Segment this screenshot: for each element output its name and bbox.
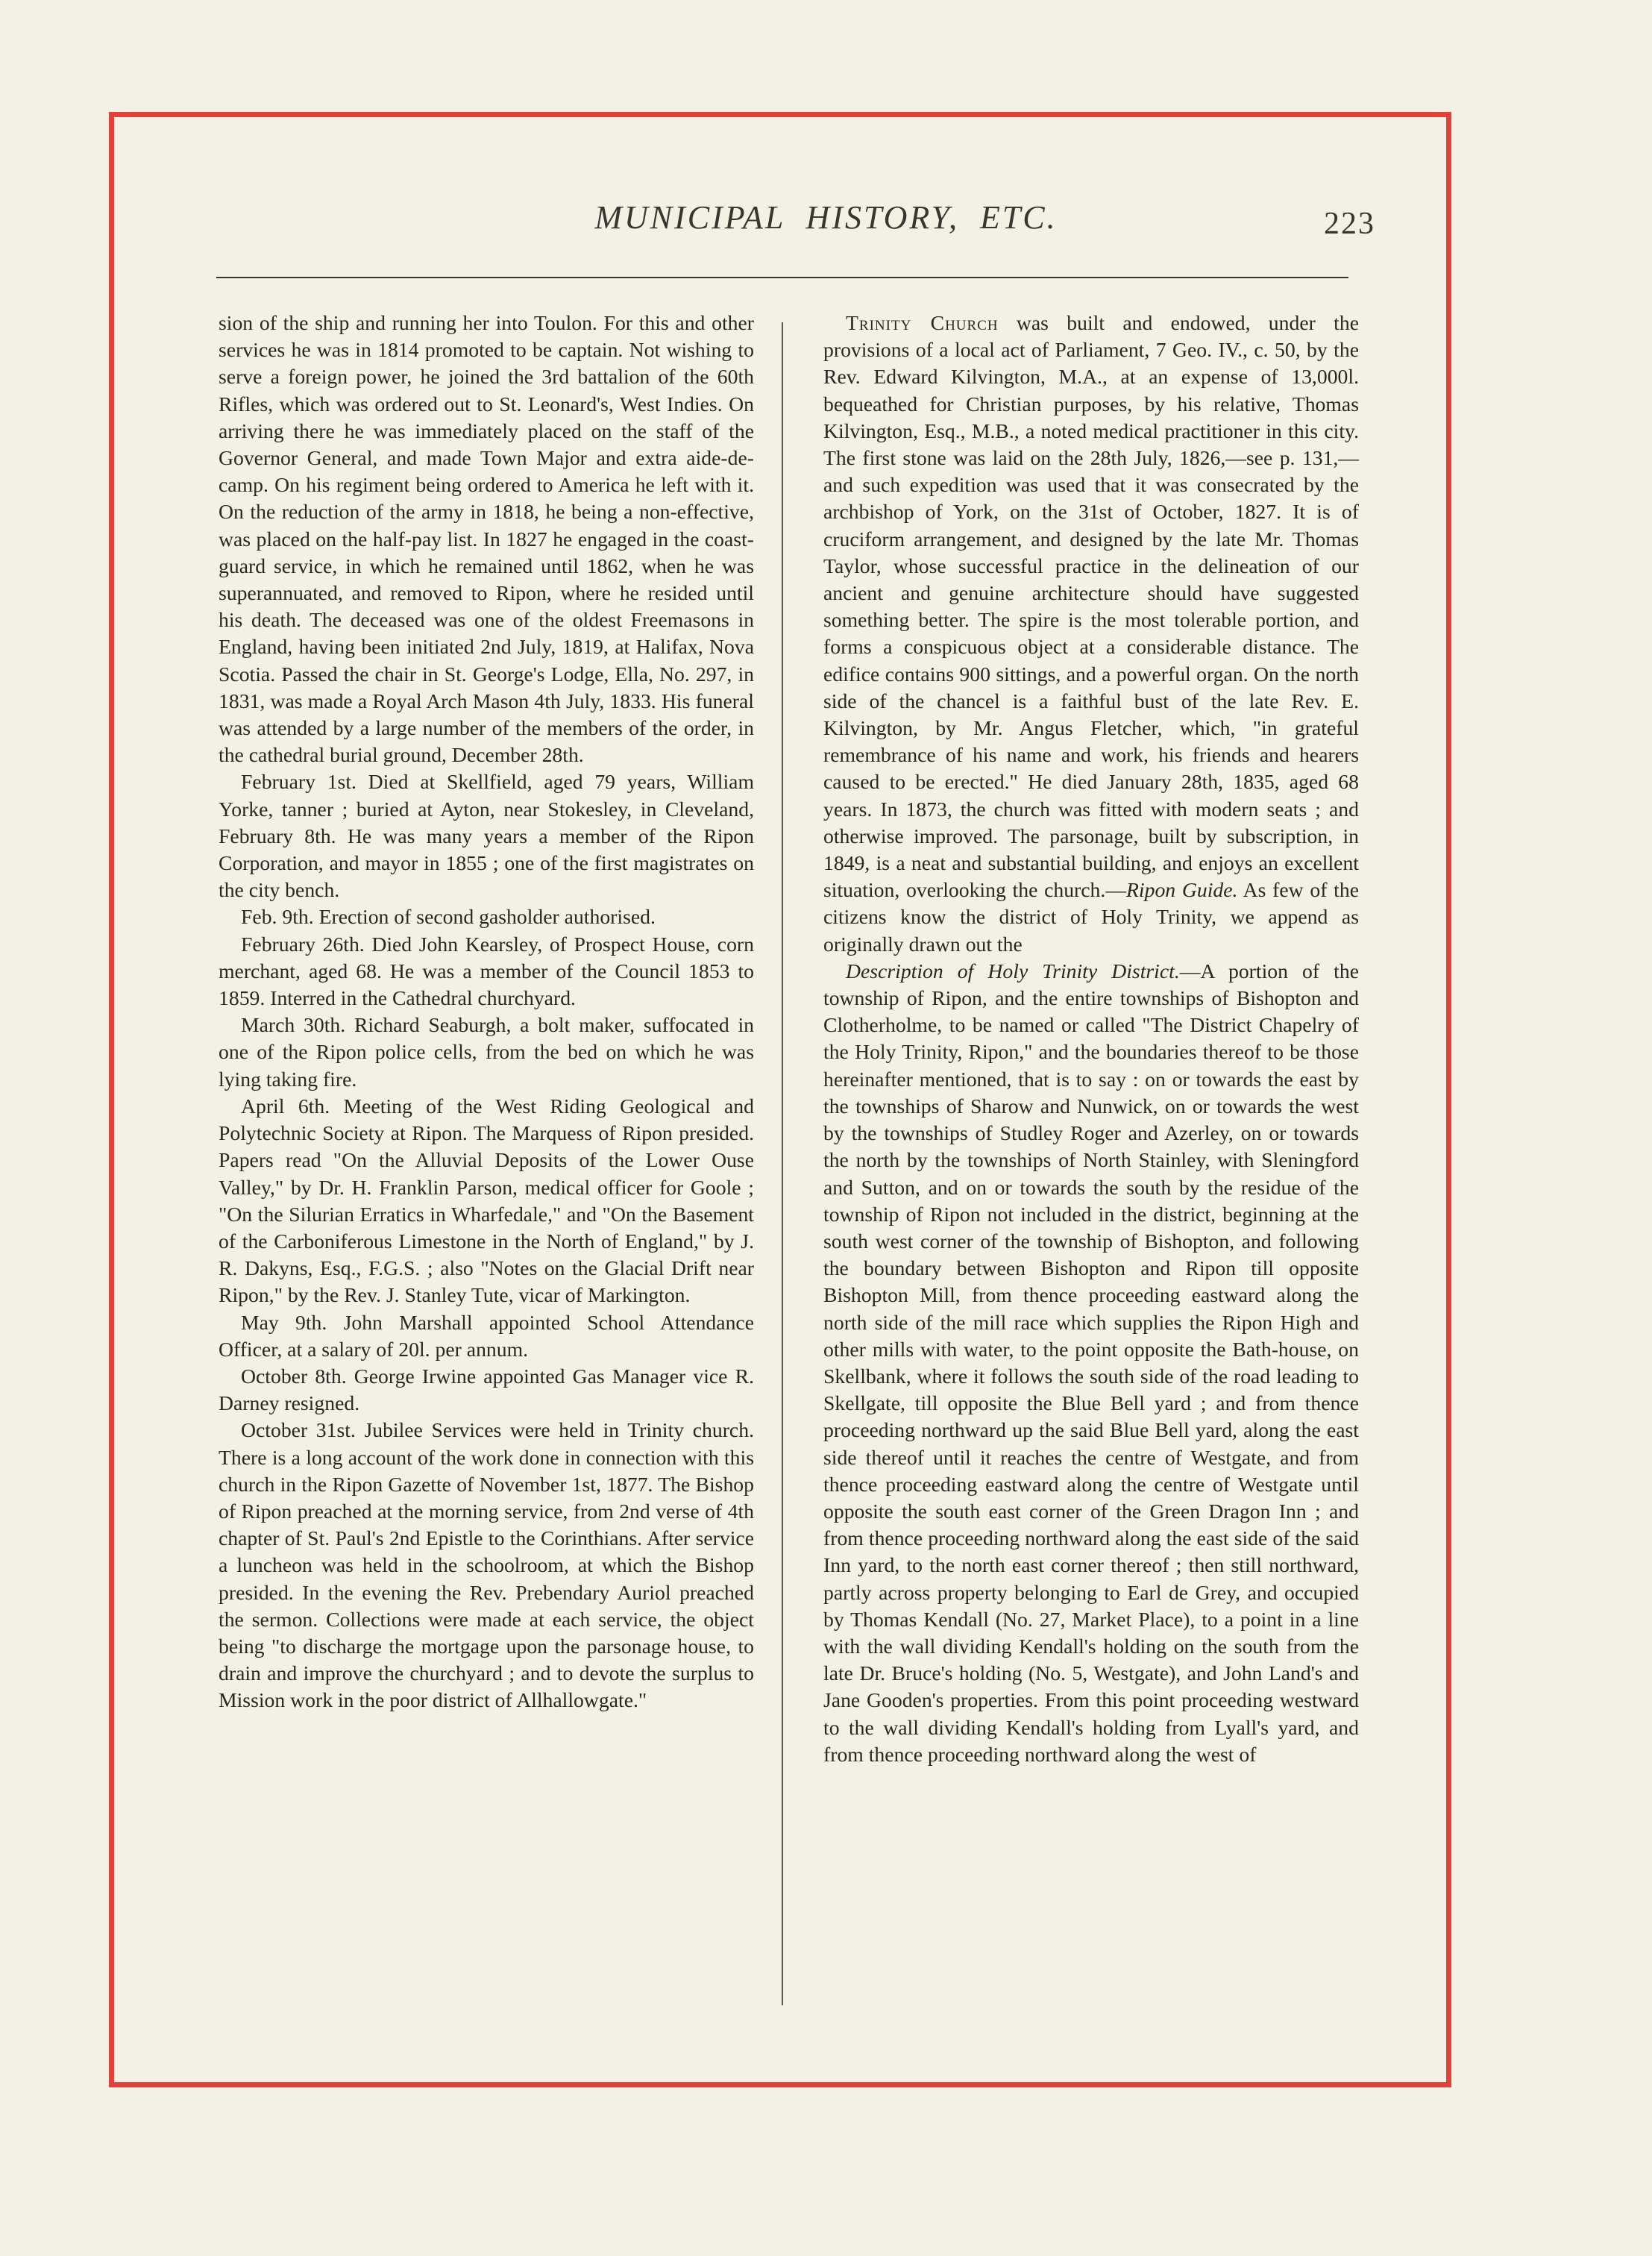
district-description-heading: Description of Holy Trinity District. <box>846 959 1180 983</box>
header-rule <box>216 277 1348 278</box>
right-column <box>823 310 1359 1768</box>
paragraph-feb-1: February 1st. Died at Skellfield, aged 79 years, William Yorke, tanner ; buried at Ayton, near Stokesley, in Cleveland, February 8th. He was many years a member of the Ripon Corporation, and mayor in 1855 ; one of the first magistrates on the city bench. <box>219 770 754 902</box>
trinity-church-body: was built and endowed, under the provisions of a local act of Parliament, 7 Geo. IV., c. 50, by the Rev. Edward Kilvington, M.A., at an expense of 13,000l. bequeathed for Christian purposes, by his relative, Thomas Kilvington, Esq., M.B., a noted medical practitioner in this city. The first stone was laid on the 28th July, 1826,—see p. 131,—and such expedition was used that it was consecrated by the archbishop of York, on the 31st of October, 1827. It is of cruciform arrangement, and designed by the late Mr. Thomas Taylor, whose successful practice in the delineation of our ancient and genuine architecture should have suggested something better. The spire is the most tolerable portion, and forms a conspicuous object at a considerable distance. The edifice contains 900 sittings, and a powerful organ. On the north side of the chancel is a faithful bust of the late Rev. E. Kilvington, by Mr. Angus Fletcher, which, "in grateful remembrance of his name and work, his friends and hearers caused to be erected." He died January 28th, 1835, aged 68 years. In 1873, the church was fitted with modern seats ; and otherwise improved. The parsonage, built by subscription, in 1849, is a neat and substantial building, and enjoys an excellent situation, overlooking the church.— <box>823 311 1359 902</box>
left-column <box>219 310 754 1714</box>
paragraph-trinity-church <box>823 310 1359 958</box>
paragraph-continued: sion of the ship and running her into Toulon. For this and other services he was in 1814 promoted to be captain. Not wishing to serve a foreign power, he joined the 3rd battalion of the 60th Rifles, which was ordered out to St. Leonard's, West Indies. On arriving there he was immediately placed on the staff of the Governor General, and made Town Major and extra aide-de-camp. On his regiment being ordered to America he left with it. On the reduction of the army in 1818, he being a non-effective, was placed on the half-pay list. In 1827 he engaged in the coast-guard service, in which he remained until 1862, when he was superannuated, and removed to Ripon, where he resided until his death. The deceased was one of the oldest Freemasons in England, having been initiated 2nd July, 1819, at Halifax, Nova Scotia. Passed the chair in St. George's Lodge, Ella, No. 297, in 1831, was made a Royal Arch Mason 4th July, 1833. His funeral was attended by a large number of the members of the order, in the cathedral burial ground, December 28th. <box>219 311 754 767</box>
paragraph-may-9: May 9th. John Marshall appointed School Attendance Officer, at a salary of 20l. per annum. <box>219 1310 754 1361</box>
ripon-guide-citation: Ripon Guide. <box>1126 878 1238 902</box>
paragraph-mar-30: March 30th. Richard Seaburgh, a bolt maker, suffocated in one of the Ripon police cells, from the bed on which he was lying taking fire. <box>219 1013 754 1091</box>
paragraph-feb-9: Feb. 9th. Erection of second gasholder authorised. <box>241 905 656 929</box>
trinity-church-tail: As few of the citizens know the district of Holy Trinity, we append as originally drawn out the <box>823 878 1359 956</box>
trinity-church-heading: Trinity Church <box>846 311 999 334</box>
column-divider <box>782 322 783 2005</box>
paragraph-feb-26: February 26th. Died John Kearsley, of Prospect House, corn merchant, aged 68. He was a member of the Council 1853 to 1859. Interred in the Cathedral churchyard. <box>219 932 754 1010</box>
running-header-title: MUNICIPAL HISTORY, ETC. <box>594 199 1058 236</box>
district-description-body: —A portion of the township of Ripon, and the entire townships of Bishopton and Clotherholme, to be named or called "The District Chapelry of the Holy Trinity, Ripon," and the boundaries thereof to be those hereinafter mentioned, that is to say : on or towards the east by the townships of Sharow and Nunwick, on or towards the west by the townships of Studley Roger and Azerley, on or towards the north by the townships of North Stainley, with Sleningford and Sutton, and on or towards the south by the residue of the township of Ripon not included in the district, beginning at the south west corner of the township of Bishopton, and following the boundary between Bishopton and Ripon till opposite Bishopton Mill, from thence proceeding eastward along the north side of the mill race which supplies the Ripon High and other mills with water, to the point opposite the Bath-house, on Skellbank, where it follows the south side of the road leading to Skellgate, till opposite the Blue Bell yard ; and from thence proceeding northward up the said Blue Bell yard, along the east side thereof until it reaches the centre of Westgate, and from thence proceeding eastward along the centre of Westgate until opposite the south east corner of the Green Dragon Inn ; and from thence proceeding northward along the east side of the said Inn yard, to the north east corner thereof ; then still northward, partly across property belonging to Earl de Grey, and occupied by Thomas Kendall (No. 27, Market Place), to a point in a line with the wall dividing Kendall's holding on the south from the late Dr. Bruce's holding (No. 5, Westgate), and John Land's and Jane Gooden's properties. From this point proceeding westward to the wall dividing Kendall's holding from Lyall's yard, and from thence proceeding northward along the west of <box>823 959 1360 1766</box>
paragraph-district-description <box>823 958 1359 1768</box>
paragraph-oct-31: October 31st. Jubilee Services were held in Trinity church. There is a long account of the work done in connection with this church in the Ripon Gazette of November 1st, 1877. The Bishop of Ripon preached at the morning service, from 2nd verse of 4th chapter of St. Paul's 2nd Epistle to the Corinthians. After service a luncheon was held in the schoolroom, at which the Bishop presided. In the evening the Rev. Prebendary Auriol preached the sermon. Collections were made at each service, the object being "to discharge the mortgage upon the parsonage house, to drain and improve the churchyard ; and to devote the surplus to Mission work in the poor district of Allhallowgate." <box>219 1418 754 1712</box>
page-number: 223 <box>1324 207 1375 241</box>
paragraph-oct-8: October 8th. George Irwine appointed Gas Manager vice R. Darney resigned. <box>219 1364 754 1415</box>
paragraph-apr-6: April 6th. Meeting of the West Riding Geological and Polytechnic Society at Ripon. The Marquess of Ripon presided. Papers read "On the Alluvial Deposits of the Lower Ouse Valley," by Dr. H. Franklin Parson, medical officer for Goole ; "On the Silurian Erratics in Wharfedale," and "On the Basement of the Carboniferous Limestone in the North of England," by J. R. Dakyns, Esq., F.G.S. ; also "Notes on the Glacial Drift near Ripon," by the Rev. J. Stanley Tute, vicar of Markington. <box>219 1094 754 1307</box>
